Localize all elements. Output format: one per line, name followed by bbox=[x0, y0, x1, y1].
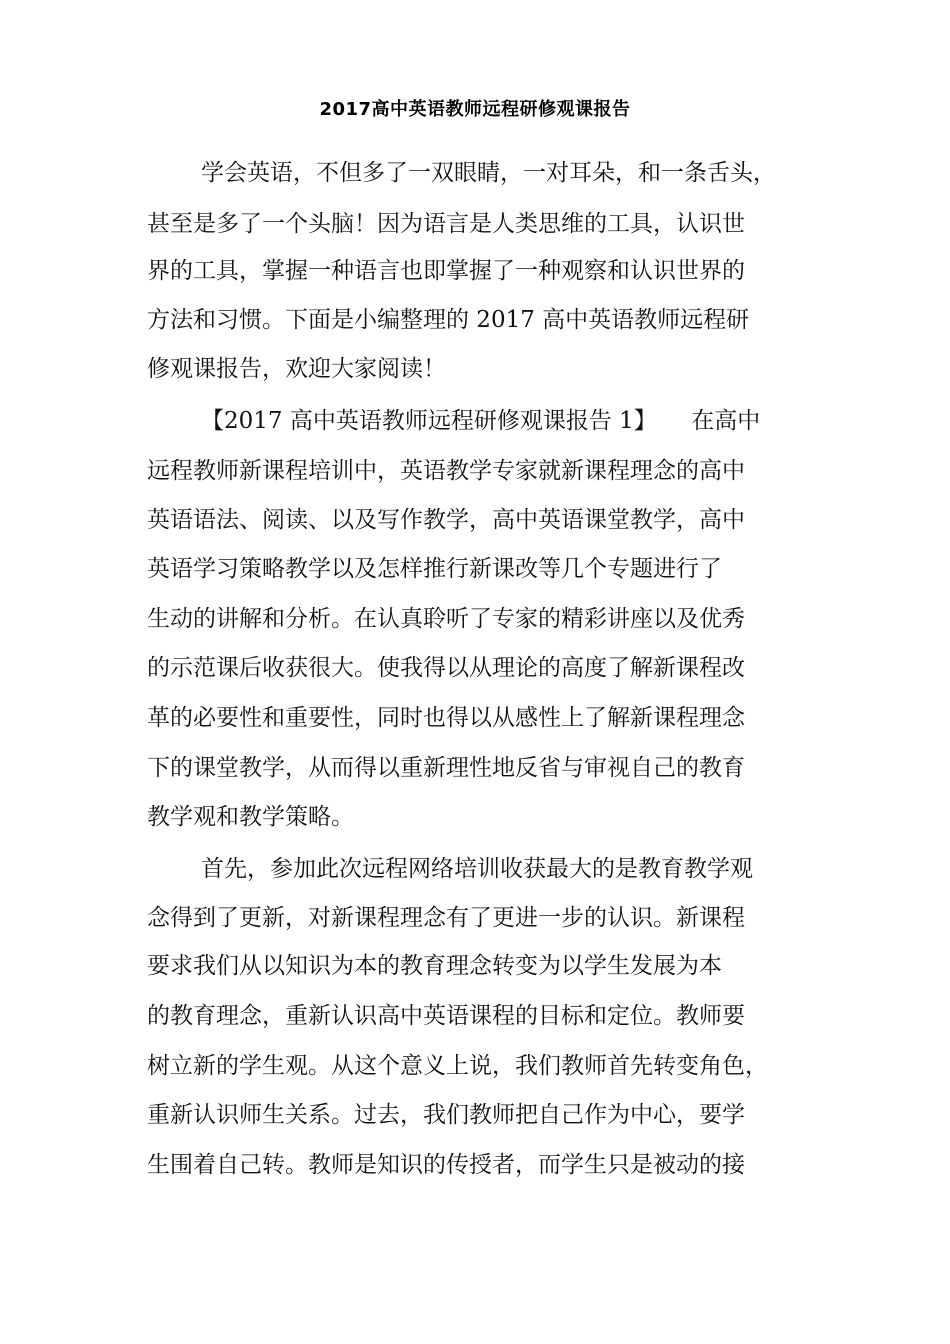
body-line: 修观课报告，欢迎大家阅读！ bbox=[147, 356, 446, 382]
body-line: 英语语法、阅读、以及写作教学，高中英语课堂教学，高中 bbox=[147, 507, 745, 533]
body-line: 革的必要性和重要性，同时也得以从感性上了解新课程理念 bbox=[147, 705, 745, 731]
body-line: 下的课堂教学，从而得以重新理性地反省与审视自己的教育 bbox=[147, 755, 745, 781]
body-line: 英语学习策略教学以及怎样推行新课改等几个专题进行了 bbox=[147, 556, 722, 582]
body-line: 甚至是多了一个头脑！因为语言是人类思维的工具，认识世 bbox=[147, 211, 745, 237]
body-line: 远程教师新课程培训中，英语教学专家就新课程理念的高中 bbox=[147, 458, 745, 484]
body-line: 树立新的学生观。从这个意义上说，我们教师首先转变角色， bbox=[147, 1053, 768, 1079]
body-line: 首先，参加此次远程网络培训收获最大的是教育教学观 bbox=[201, 856, 753, 882]
body-line: 生动的讲解和分析。在认真聆听了专家的精彩讲座以及优秀 bbox=[147, 606, 745, 632]
body-line: 重新认识师生关系。过去，我们教师把自己作为中心，要学 bbox=[147, 1102, 745, 1128]
body-line: 生围着自己转。教师是知识的传授者，而学生只是被动的接 bbox=[147, 1152, 745, 1178]
body-line: 教学观和教学策略。 bbox=[147, 804, 354, 830]
document-title: 2017高中英语教师远程研修观课报告 bbox=[319, 99, 631, 120]
body-line: 的教育理念，重新认识高中英语课程的目标和定位。教师要 bbox=[147, 1003, 745, 1029]
section-heading-line: 【2017 高中英语教师远程研修观课报告 1】 在高中 bbox=[201, 408, 761, 434]
body-line: 要求我们从以知识为本的教育理念转变为以学生发展为本 bbox=[147, 953, 722, 979]
body-line: 界的工具，掌握一种语言也即掌握了一种观察和认识世界的 bbox=[147, 258, 745, 284]
body-line: 方法和习惯。下面是小编整理的 2017 高中英语教师远程研 bbox=[147, 307, 750, 333]
body-line: 念得到了更新，对新课程理念有了更进一步的认识。新课程 bbox=[147, 905, 745, 931]
body-line: 学会英语，不但多了一双眼睛，一对耳朵，和一条舌头， bbox=[201, 160, 776, 186]
body-line: 的示范课后收获很大。使我得以从理论的高度了解新课程改 bbox=[147, 655, 745, 681]
